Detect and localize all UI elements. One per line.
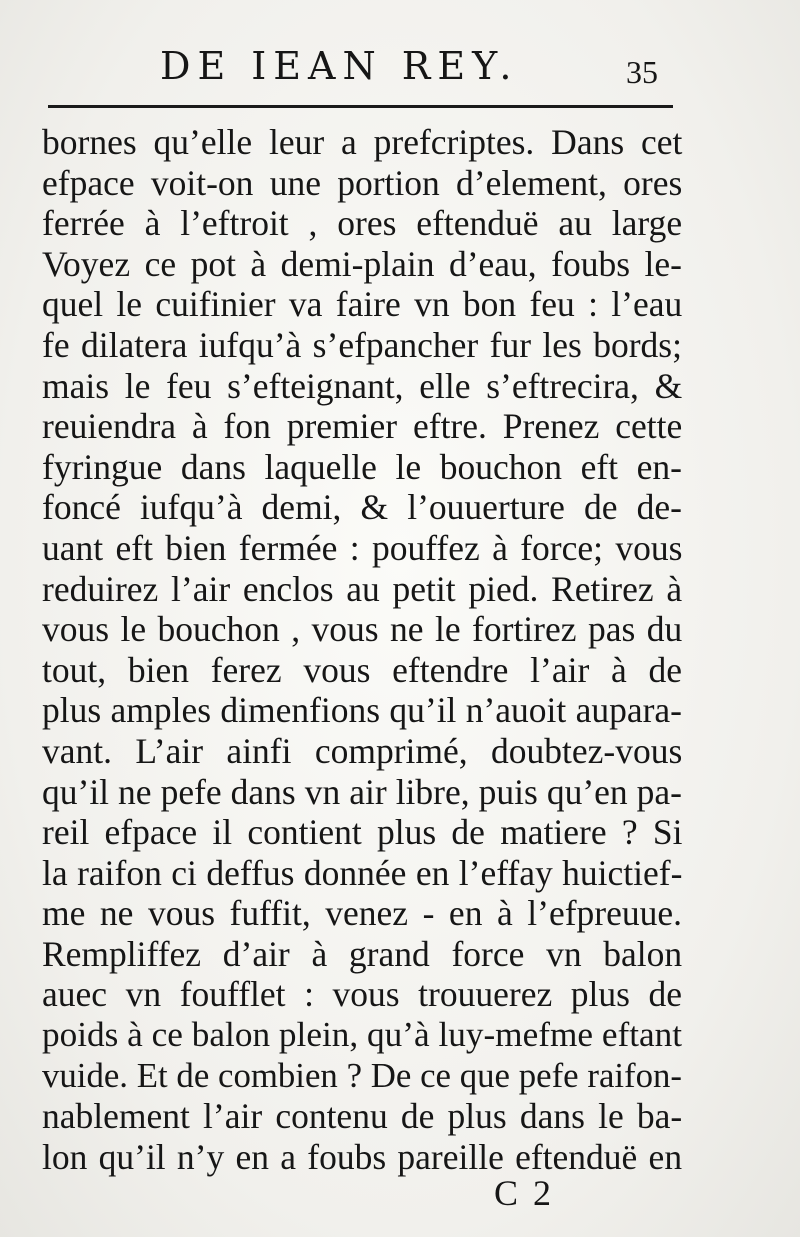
text-line: me ne vous fuffit, venez - en à l’efpreuue.: [42, 893, 682, 934]
text-line: vuide. Et de combien ? De ce que pefe raifon-: [42, 1055, 682, 1095]
text-line: vant. L’air ainfi comprimé, doubtez-vous: [42, 730, 683, 771]
signature-mark: C 2: [494, 1173, 555, 1213]
header-rule: [48, 105, 673, 108]
text-line: vous le bouchon , vous ne le fortirez pas du: [42, 609, 683, 650]
text-line: auec vn foufflet : vous trouuerez plus de: [42, 974, 683, 1015]
page-number: 35: [626, 54, 658, 90]
text-line: la raifon ci deffus donnée en l’effay huictief-: [42, 852, 683, 893]
running-title: DE IEAN REY.: [160, 44, 519, 88]
body-text: [42, 122, 682, 1177]
text-line: poids à ce balon plein, qu’à luy-mefme eftant: [42, 1015, 682, 1055]
text-line: fyringue dans laquelle le bouchon eft en-: [42, 446, 682, 487]
text-line: reuiendra à fon premier eftre. Prenez cette: [42, 406, 683, 447]
text-line: lon qu’il n’y en a foubs pareille eftenduë en: [42, 1136, 683, 1177]
text-line: quel le cuifinier va faire vn bon feu : l’eau: [42, 284, 683, 325]
page-header: [0, 44, 800, 104]
text-line: fe dilatera iufqu’à s’efpancher fur les bords;: [42, 324, 682, 365]
text-line: bornes qu’elle leur a prefcriptes. Dans cet: [42, 122, 683, 162]
text-line: foncé iufqu’à demi, & l’ouuerture de de-: [42, 487, 682, 528]
text-line: reil efpace il contient plus de matiere ? Si: [42, 812, 683, 853]
text-line: efpace voit-on une portion d’element, ores: [42, 162, 683, 203]
text-line: Voyez ce pot à demi-plain d’eau, foubs le-: [42, 243, 682, 284]
text-line: mais le feu s’efteignant, elle s’eftrecira, &: [42, 365, 683, 406]
text-line: Rempliffez d’air à grand force vn balon: [42, 933, 683, 974]
text-line: uant eft bien fermée : pouffez à force; vous: [42, 527, 683, 568]
text-line: ferrée à l’eftroit , ores eftenduë au large: [42, 203, 683, 244]
text-line: nablement l’air contenu de plus dans le ba-: [42, 1096, 683, 1137]
text-line: tout, bien ferez vous eftendre l’air à de: [42, 649, 683, 690]
text-line: reduirez l’air enclos au petit pied. Retirez à: [42, 568, 683, 609]
text-line: plus amples dimenfions qu’il n’auoit aupara-: [42, 690, 682, 731]
text-line: qu’il ne pefe dans vn air libre, puis qu’en pa-: [42, 771, 682, 812]
